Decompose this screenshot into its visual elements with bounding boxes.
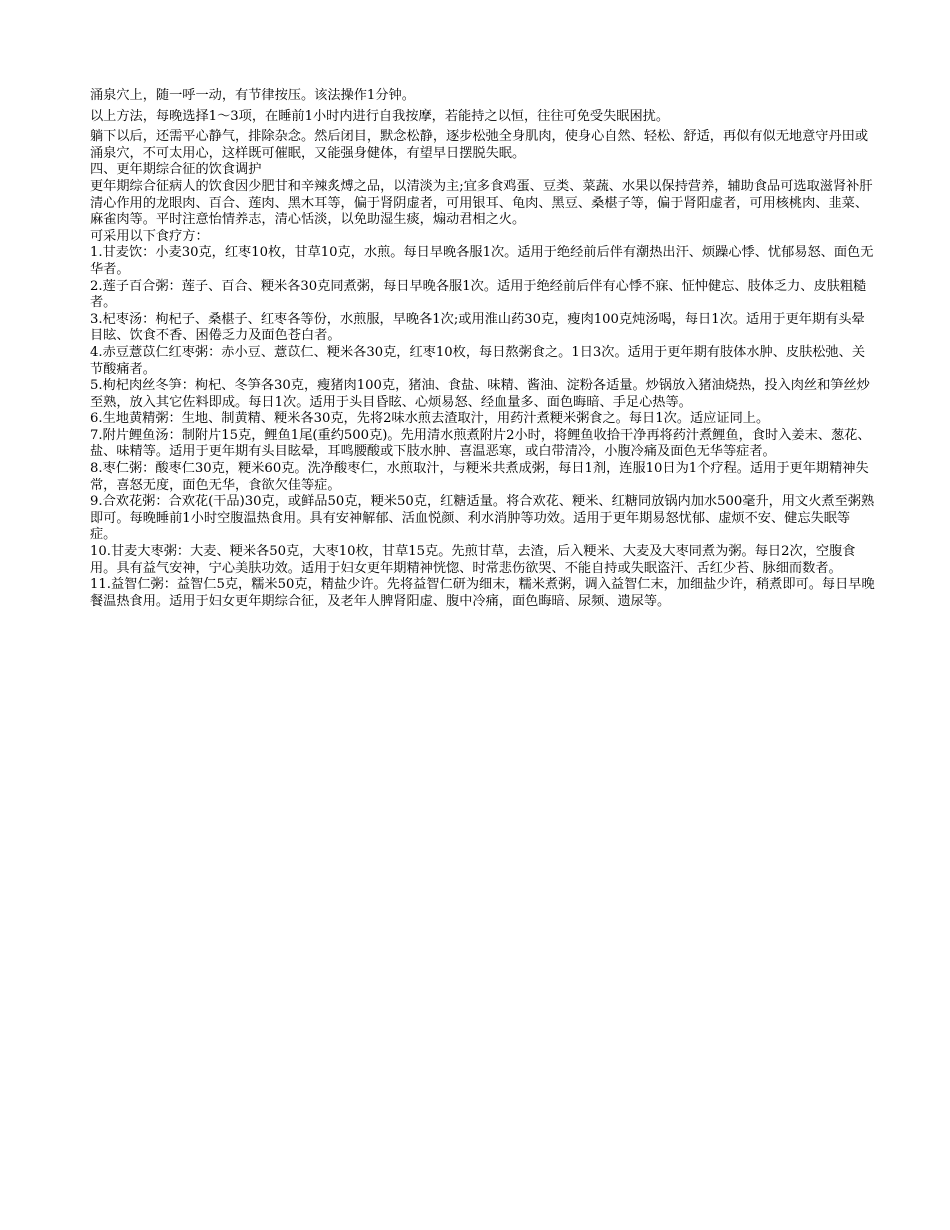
recipe-item-3: 3.杞枣汤：枸杞子、桑椹子、红枣各等份，水煎服，早晚各1次;或用淮山药30克，瘦肉100克炖汤喝，每日1次。适用于更年期有头晕目眩、饮食不香、困倦乏力及面色苍白者。	[90, 311, 865, 344]
paragraph-massage-summary: 以上方法，每晚选择1～3项，在睡前1小时内进行自我按摩，若能持之以恒，往往可免受失眠困扰。	[90, 108, 670, 124]
recipe-item-7: 7.附片鲤鱼汤：制附片15克，鲤鱼1尾(重约500克)。先用清水煎煮附片2小时，将鲤鱼收拾干净再将药汁煮鲤鱼，食时入姜末、葱花、盐、味精等。适用于更年期有头目眩晕，耳鸣腰酸或下肢水肿、喜温恶寒，或白带清冷，小腹冷痛及面色无华等症者。	[90, 427, 871, 460]
recipe-item-4: 4.赤豆薏苡仁红枣粥：赤小豆、薏苡仁、粳米各30克，红枣10枚，每日熬粥食之。1日3次。适用于更年期有肢体水肿、皮肤松弛、关节酸痛者。	[90, 344, 866, 377]
paragraph-acupoint-press: 涌泉穴上，随一呼一动，有节律按压。该法操作1分钟。	[90, 88, 415, 103]
recipe-item-8: 8.枣仁粥：酸枣仁30克，粳米60克。洗净酸枣仁，水煎取汁，与粳米共煮成粥，每日1剂，连服10日为1个疗程。适用于更年期精神失常，喜怒无度，面色无华，食欲欠佳等症。	[90, 461, 869, 493]
paragraph-relaxation: 躺下以后，还需平心静气，排除杂念。然后闭目，默念松静，逐步松弛全身肌肉，使身心自然、轻松、舒适，再似有似无地意守丹田或涌泉穴，不可太用心，这样既可催眠，又能强身健体，有望早日摆脱失眠。	[90, 129, 869, 161]
recipe-item-6: 6.生地黄精粥：生地、制黄精、粳米各30克，先将2味水煎去渣取汁，用药汁煮粳米粥食之。每日1次。适应证同上。	[90, 411, 770, 427]
recipe-item-2: 2.莲子百合粥：莲子、百合、粳米各30克同煮粥，每日早晚各服1次。适用于绝经前后伴有心悸不寐、怔忡健忘、肢体乏力、皮肤粗糙者。	[90, 278, 867, 311]
recipe-item-5: 5.枸杞肉丝冬笋：枸杞、冬笋各30克，瘦猪肉100克，猪油、食盐、味精、酱油、淀粉各适量。炒锅放入猪油烧热，投入肉丝和笋丝炒至熟，放入其它佐料即成。每日1次。适用于头目昏眩、心烦易怒、经血量多、面色晦暗、手足心热等。	[90, 378, 870, 410]
recipe-item-9: 9.合欢花粥：合欢花(干品)30克，或鲜品50克，粳米50克，红糖适量。将合欢花、粳米、红糖同放锅内加水500毫升，用文火煮至粥熟即可。每晚睡前1小时空腹温热食用。具有安神解郁、活血悦颜、利水消肿等功效。适用于更年期易怒忧郁、虚烦不安、健忘失眠等症。	[90, 494, 875, 543]
recipe-item-1: 1.甘麦饮：小麦30克，红枣10枚，甘草10克，水煎。每日早晚各服1次。适用于绝经前后伴有潮热出汗、烦躁心悸、忧郁易怒、面色无华者。	[90, 245, 874, 277]
document-body	[90, 88, 876, 610]
recipe-item-11: 11.益智仁粥：益智仁5克，糯米50克，精盐少许。先将益智仁研为细末，糯米煮粥，调入益智仁末，加细盐少许，稍煮即可。每日早晚餐温热食用。适用于妇女更年期综合征，及老年人脾肾阳虚、腹中冷痛，面色晦暗、尿频、遗尿等。	[90, 577, 875, 609]
paragraph-recipes-intro: 可采用以下食疗方：	[90, 228, 209, 244]
section-heading-menopause-diet: 四、更年期综合征的饮食调护	[90, 162, 262, 178]
paragraph-diet-advice: 更年期综合征病人的饮食因少肥甘和辛辣炙煿之品，以清淡为主;宜多食鸡蛋、豆类、菜蔬、水果以保持营养，辅助食品可选取滋肾补肝清心作用的龙眼肉、百合、莲肉、黑木耳等，偏于肾阴虚者，可用银耳、龟肉、黑豆、桑椹子等，偏于肾阳虚者，可用核桃肉、韭菜、麻雀肉等。平时注意怡情养志，清心恬淡，以免助湿生痰，煽动君相之火。	[90, 178, 873, 228]
recipe-item-10: 10.甘麦大枣粥：大麦、粳米各50克，大枣10枚，甘草15克。先煎甘草，去渣，后入粳米、大麦及大枣同煮为粥。每日2次，空腹食用。具有益气安神，宁心美肤功效。适用于妇女更年期精神恍惚、时常悲伤欲哭、不能自持或失眠盗汗、舌红少苔、脉细而数者。	[90, 544, 856, 576]
